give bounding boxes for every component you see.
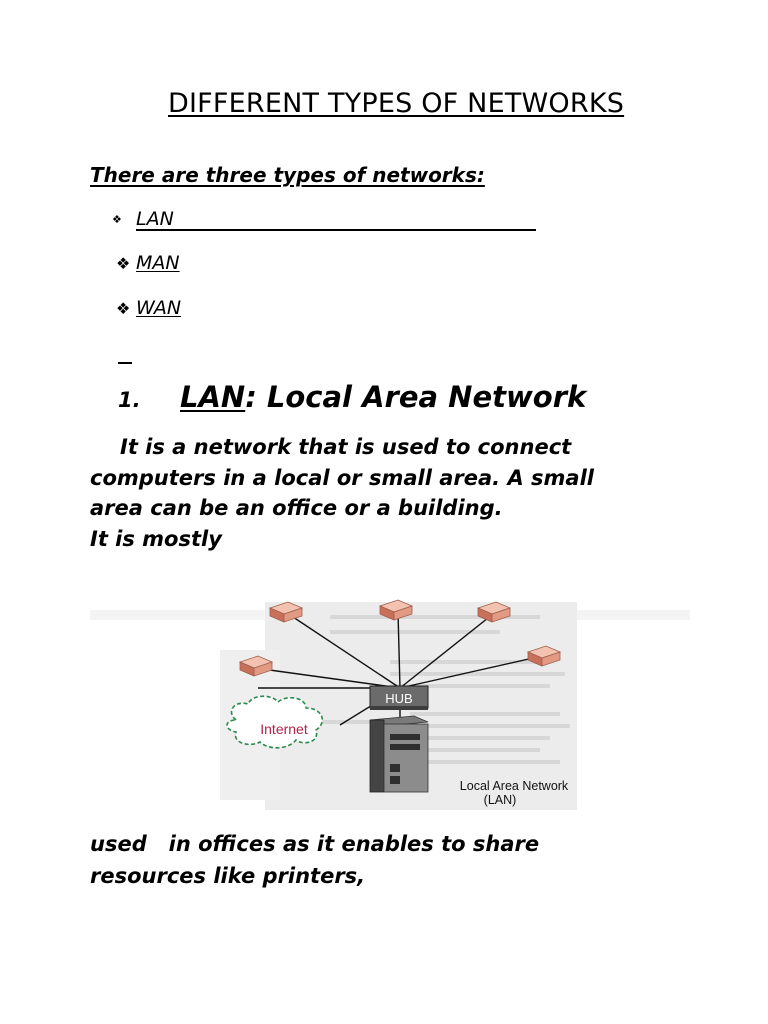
paragraph-line: It is mostly (90, 526, 222, 551)
list-item-lan (112, 208, 536, 231)
paragraph-line: used in offices as it enables to share (90, 832, 540, 856)
list-item-label: MAN (136, 252, 180, 274)
list-item-man (116, 252, 180, 274)
lan-description (90, 432, 710, 554)
diamond-bullet-icon: ❖ (116, 254, 131, 273)
diamond-bullet-icon: ❖ (112, 213, 122, 226)
paragraph-line: It is a network that is used to connect (120, 435, 572, 459)
diamond-bullet-icon: ❖ (116, 299, 131, 318)
section-heading (180, 380, 586, 414)
section-number: 1. (118, 388, 141, 412)
section-abbr: LAN (180, 380, 246, 414)
intro-text: There are three types of networks: (90, 163, 485, 187)
figure-caption: (LAN) (483, 793, 517, 807)
paragraph-line: resources like printers, (90, 864, 366, 888)
hub-label: HUB (385, 691, 413, 706)
list-item-label: WAN (136, 297, 182, 319)
stray-dash (118, 362, 132, 364)
lan-diagram-image (90, 590, 690, 810)
list-item-wan (116, 297, 181, 319)
page-title: DIFFERENT TYPES OF NETWORKS (168, 88, 625, 119)
cloud-label: Internet (260, 721, 308, 737)
lan-description-continued (90, 828, 710, 892)
paragraph-line: area can be an office or a building. (90, 496, 503, 520)
server-icon (370, 716, 428, 792)
figure-caption: Local Area Network (459, 779, 569, 793)
paragraph-line: computers in a local or small area. A small (90, 465, 594, 490)
section-title: : Local Area Network (245, 380, 587, 414)
list-item-label: LAN (136, 209, 536, 231)
